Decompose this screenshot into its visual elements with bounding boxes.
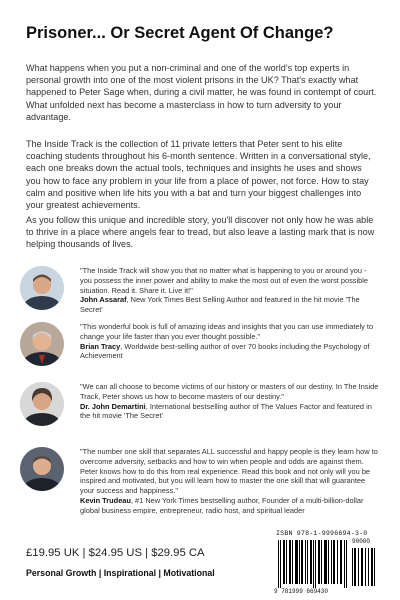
avatar <box>20 266 64 310</box>
endorsement-quote: "The Inside Track will show you that no matter what is happening to you or around you - you possess the inner power and ability to make the most out of even the worst possible situation. Read it. Share it. Live it!" <box>80 266 368 295</box>
endorsement-quote: "The number one skill that separates ALL successful and happy people is they learn how to overcome adversity, setbacks and how to win when people and odds are against them. Peter knows how to do this from real experience. Read this book and not only will you be inspired and motivated, but you will learn how to master the one skill that will guarantee your success and happiness." <box>80 447 378 496</box>
avatar <box>20 447 64 491</box>
portrait-icon <box>20 447 64 491</box>
endorsement-author: Dr. John Demartini <box>80 401 146 411</box>
isbn-label: ISBN 978-1-9996694-3-0 <box>276 530 368 537</box>
price-list: £19.95 UK | $24.95 US | $29.95 CA <box>26 547 205 559</box>
avatar <box>20 322 64 366</box>
portrait-icon <box>20 382 64 426</box>
endorsement-text <box>80 266 380 315</box>
category-list: Personal Growth | Inspirational | Motivational <box>26 568 215 578</box>
endorsement-quote: "This wonderful book is full of amazing ideas and insights that you can use immediately to change your life faster than you ever thought possible." <box>80 322 374 341</box>
closing-paragraph: As you follow this unique and incredible story, you'll discover not only how he was able to thrive in a place where angels fear to tread, but also leave a lasting mark that is now helping thousands of lives. <box>26 215 375 250</box>
barcode-digits: 9 781999 669430 <box>274 588 329 595</box>
endorsement-credit: , New York Times Best Selling Author and featured in the hit movie 'The Secret' <box>80 295 360 315</box>
endorsement <box>20 447 380 517</box>
endorsement-credit: , #1 New York Times bestselling author, Founder of a multi-billion-dollar global business empire, entrepreneur, radio host, and spiritual leader <box>80 495 364 515</box>
page-title: Prisoner... Or Secret Agent Of Change? <box>26 24 334 42</box>
endorsement-author: Brian Tracy <box>80 341 121 351</box>
avatar <box>20 382 64 426</box>
endorsement-text <box>80 322 380 361</box>
endorsement-text <box>80 447 380 516</box>
endorsement-text <box>80 382 380 421</box>
endorsement-quote: "We can all choose to become victims of our history or masters of our destiny. In The Inside Track, Peter shows us how to become masters of our destiny." <box>80 382 379 401</box>
portrait-icon <box>20 266 64 310</box>
description-paragraph: The Inside Track is the collection of 11 private letters that Peter sent to his elite coaching students throughout his 6-month sentence. Written in a conversational style, each one breaks down the actual tools, techniques and insights he uses and shows you how to face any problem in your life from a place of power, not force. How to stay calm and positive when life hits you with a bat and turn your biggest challenges into your greatest achievements. <box>26 139 371 211</box>
barcode-panel <box>274 530 378 596</box>
endorsement-author: Kevin Trudeau <box>80 495 131 505</box>
intro-paragraph: What happens when you put a non-criminal and one of the world's top experts in personal growth into one of the most violent prisons in the UK? That's exactly what happened to Peter Sage when, during a civil matter, he was found in contempt of court. What unfolded next has become a masterclass in how to turn adversity to your advantage. <box>26 63 377 122</box>
portrait-icon <box>20 322 64 366</box>
endorsement <box>20 382 380 452</box>
barcode-icon <box>274 540 378 588</box>
endorsement-author: John Assaraf <box>80 295 127 305</box>
endorsement-credit: , International bestselling author of The Values Factor and featured in the hit movie 'The Secret' <box>80 401 372 421</box>
barcode-addon: 90000 <box>352 538 371 545</box>
barcode-number <box>274 588 328 595</box>
endorsement-credit: , Worldwide best-selling author of over 70 books including the Psychology of Achievement <box>80 341 370 361</box>
